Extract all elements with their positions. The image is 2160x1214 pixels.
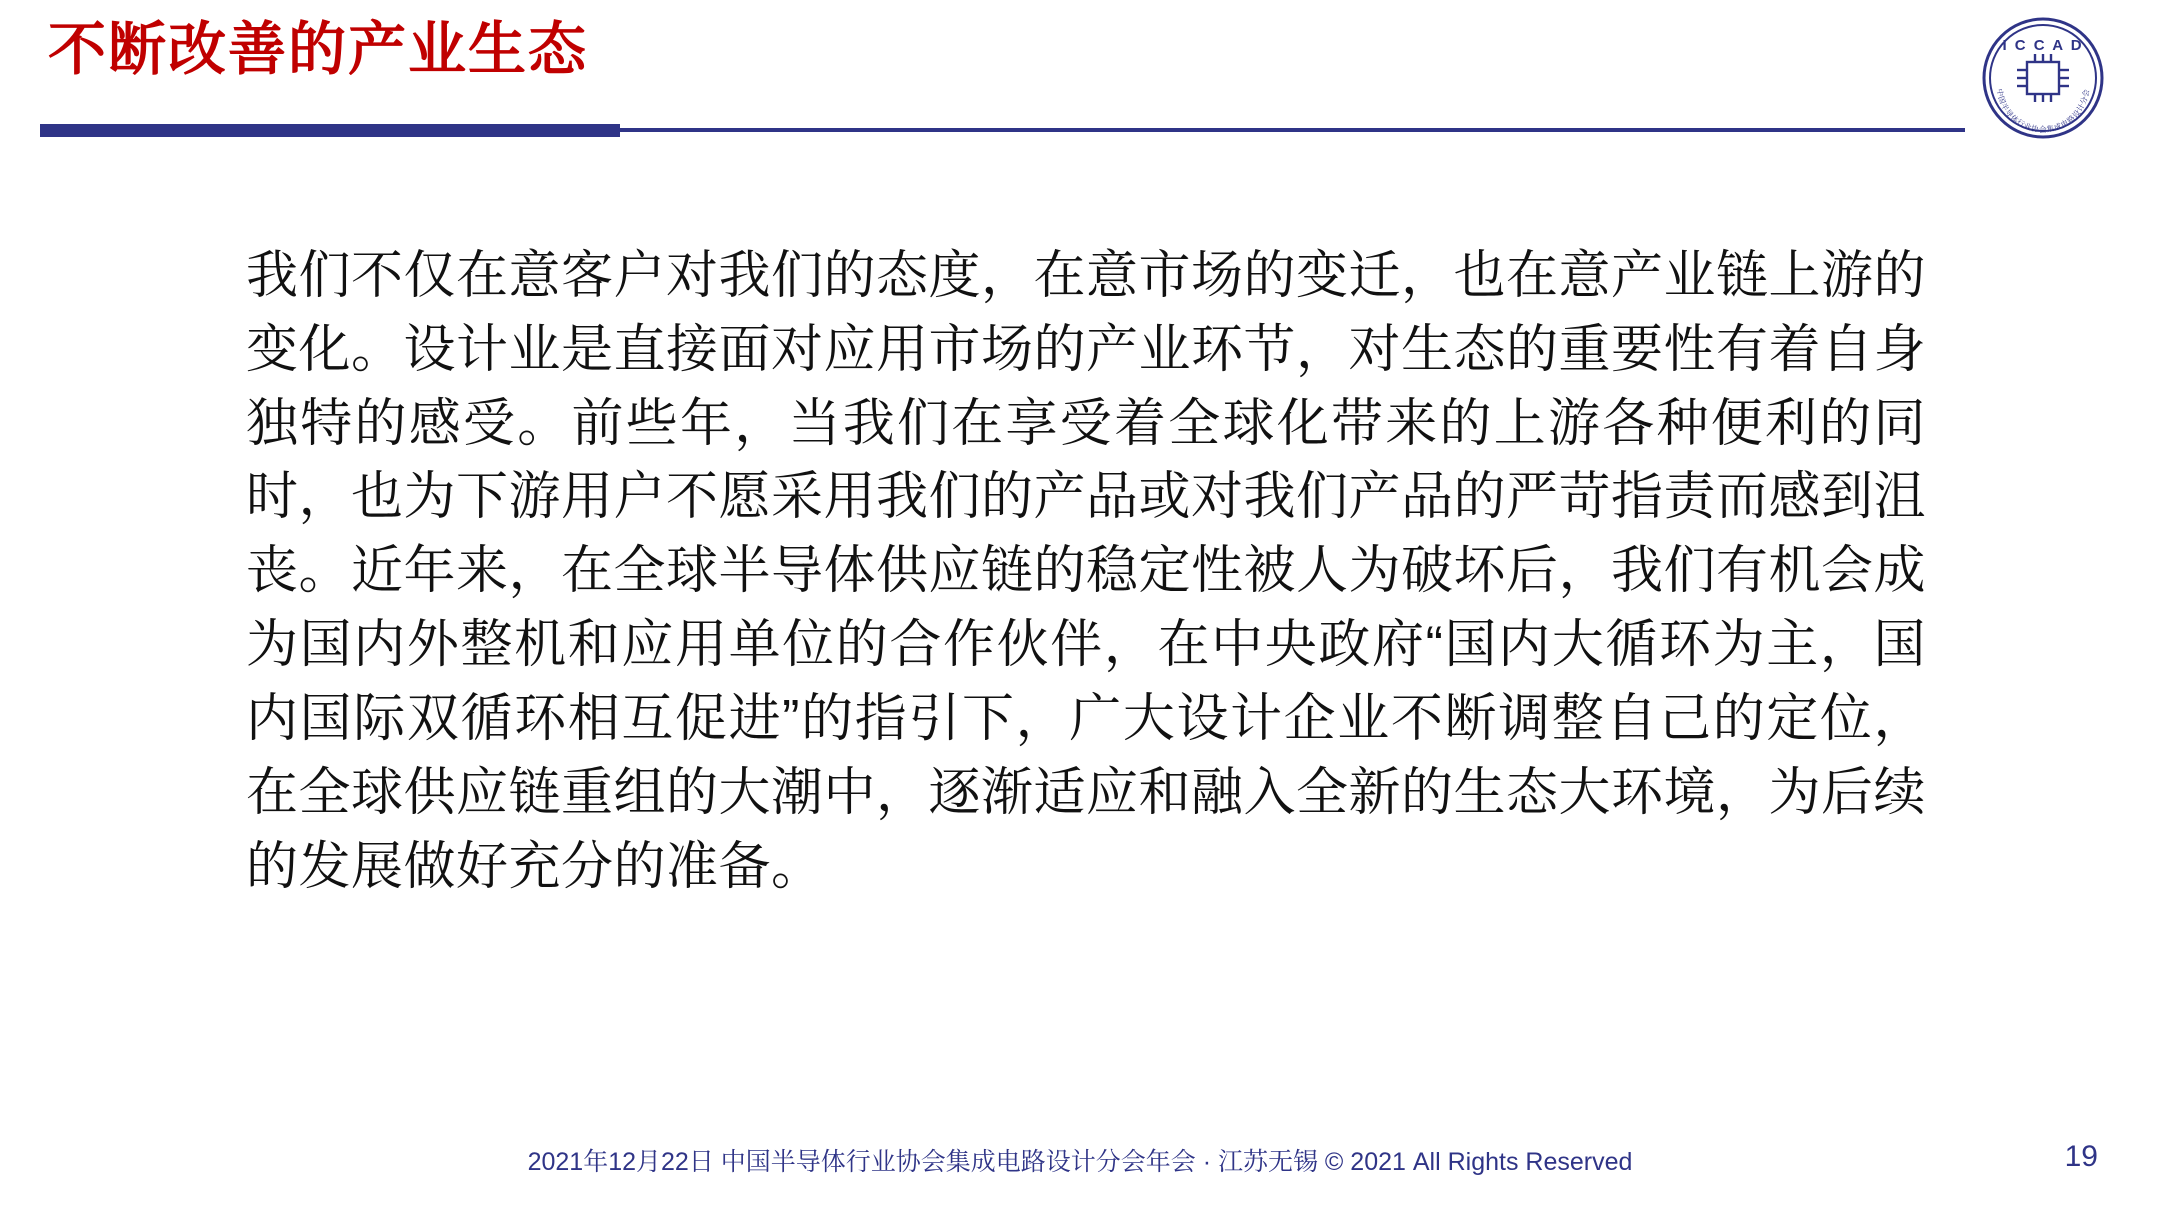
iccad-logo-icon bbox=[1981, 16, 2105, 140]
footer-copyright: 2021年12月22日 中国半导体行业协会集成电路设计分会年会 · 江苏无锡 © 2021 All Rights Reserved bbox=[527, 1148, 1633, 1176]
slide-footer bbox=[0, 1142, 2160, 1182]
title-underline-thick bbox=[40, 124, 620, 137]
slide-body-paragraph: 我们不仅在意客户对我们的态度，在意市场的变迁，也在意产业链上游的变化。设计业是直接面对应用市场的产业环节，对生态的重要性有着自身独特的感受。前些年，当我们在享受着全球化带来的上游各种便利的同时，也为下游用户不愿采用我们的产品或对我们产品的严苛指责而感到沮丧。近年来，在全球半导体供应链的稳定性被人为破坏后，我们有机会成为国内外整机和应用单位的合作伙伴，在中央政府“国内大循环为主，国内国际双循环相互促进”的指引下，广大设计企业不断调整自己的定位，在全球供应链重组的大潮中，逐渐适应和融入全新的生态大环境，为后续的发展做好充分的准备。 bbox=[246, 247, 1927, 896]
page-number: 19 bbox=[2064, 1140, 2098, 1173]
page-title: 不断改善的产业生态 bbox=[48, 17, 589, 82]
slide-header bbox=[0, 0, 2160, 150]
svg-text:I C C A D: I C C A D bbox=[2002, 37, 2084, 54]
svg-text:中国半导体行业协会集成电路设计分会: 中国半导体行业协会集成电路设计分会 bbox=[1994, 88, 2092, 134]
